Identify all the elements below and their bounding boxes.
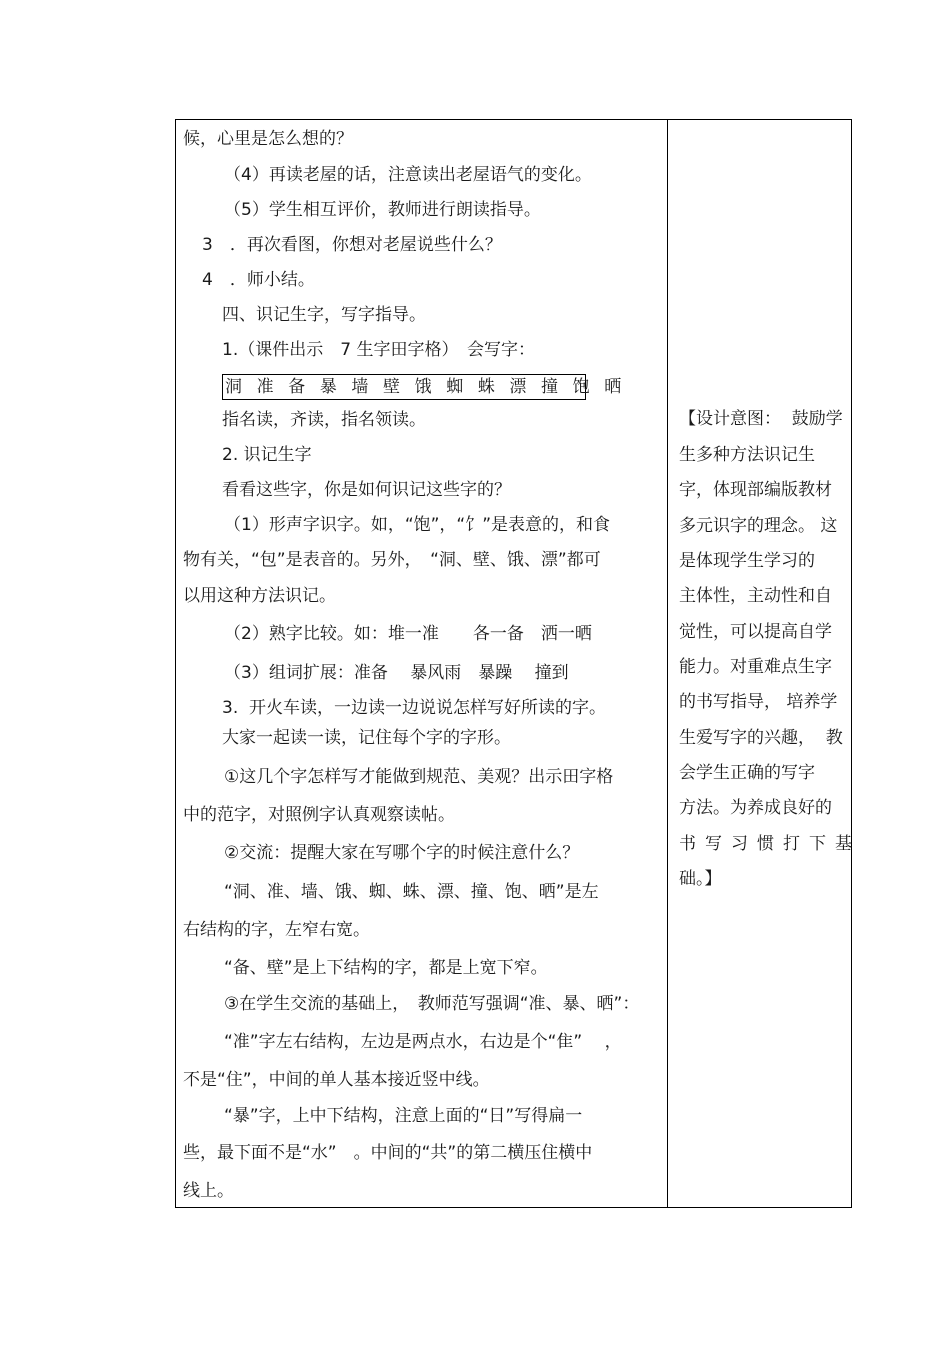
design-note-line: 方法。为养成良好的 [679,798,832,818]
design-note-line: 的书写指导， 培养学 [679,692,838,712]
design-note-line: 生爱写字的兴趣， 教 [679,728,843,748]
text-line: “备、壁”是上下结构的字，都是上宽下窄。 [224,958,548,978]
text-line: （2）熟字比较。如：堆一准 各一备 洒一晒 [224,624,592,644]
text-line: 1.（课件出示 7 生字田字格） 会写字： [222,340,535,360]
design-note-line: 生多种方法识记生 [679,445,815,465]
text-line: 不是“住”，中间的单人基本接近竖中线。 [183,1070,490,1090]
text-line: 大家一起读一读，记住每个字的字形。 [222,728,511,748]
text-line: 中的范字，对照例字认真观察读帖。 [183,805,455,825]
text-line: “洞、准、墙、饿、蜘、蛛、漂、撞、饱、晒”是左 [224,882,599,902]
text-line: （3）组词扩展：准备 暴风雨 暴躁 撞到 [224,663,569,683]
design-note-line: 【设计意图： 鼓励学 [679,409,843,429]
design-note-line: 书写习惯打下基 [679,834,861,854]
text-line: “暴”字，上中下结构，注意上面的“日”写得扁一 [224,1106,583,1126]
design-note-line: 能力。对重难点生字 [679,657,832,677]
column-divider [667,120,668,1207]
text-line: 看看这些字，你是如何识记这些字的？ [222,480,511,500]
text-line: 候，心里是怎么想的？ [183,129,353,149]
character-box: 洞 准 备 暴 墙 壁 饿 蜘 蛛 漂 撞 饱 晒 [222,374,586,400]
lesson-table [175,119,861,1208]
design-note-line: 会学生正确的写字 [679,763,815,783]
text-line: ①这几个字怎样写才能做到规范、美观？出示田字格 [224,767,614,787]
text-line: 些，最下面不是“水” 。中间的“共”的第二横压住横中 [183,1143,593,1163]
text-line: 指名读，齐读，指名领读。 [222,410,426,430]
design-note-line: 多元识字的理念。 这 [679,516,838,536]
design-note-line: 觉性，可以提高自学 [679,622,832,642]
text-line: （5）学生相互评价，教师进行朗读指导。 [224,200,541,220]
text-line: 以用这种方法识记。 [183,586,336,606]
design-note-line: 是体现学生学习的 [679,551,815,571]
text-line: （1）形声字识字。如，“饱”，“饣”是表意的，和食 [224,515,611,535]
design-note-line: 字，体现部编版教材 [679,480,832,500]
text-line: 2. 识记生字 [222,445,312,465]
text-line: 线上。 [183,1181,234,1201]
text-line: 3 ．再次看图，你想对老屋说些什么？ [202,235,502,255]
text-line: 4 ．师小结。 [202,270,315,290]
text-line: 右结构的字，左窄右宽。 [183,920,370,940]
text-line: “准”字左右结构，左边是两点水，右边是个“隹” ， [224,1032,622,1052]
design-note-line: 础。】 [679,869,722,889]
text-line: 物有关，“包”是表音的。另外， “洞、壁、饿、漂”都可 [183,550,601,570]
design-note-line: 主体性，主动性和自 [679,586,832,606]
text-line: ②交流：提醒大家在写哪个字的时候注意什么？ [224,843,580,863]
text-line: ③在学生交流的基础上， 教师范写强调“准、暴、晒”： [224,994,640,1014]
text-line: 3. 开火车读，一边读一边说说怎样写好所读的字。 [222,698,607,718]
section-heading: 四、识记生字，写字指导。 [222,305,426,325]
text-line: （4）再读老屋的话，注意读出老屋语气的变化。 [224,165,592,185]
